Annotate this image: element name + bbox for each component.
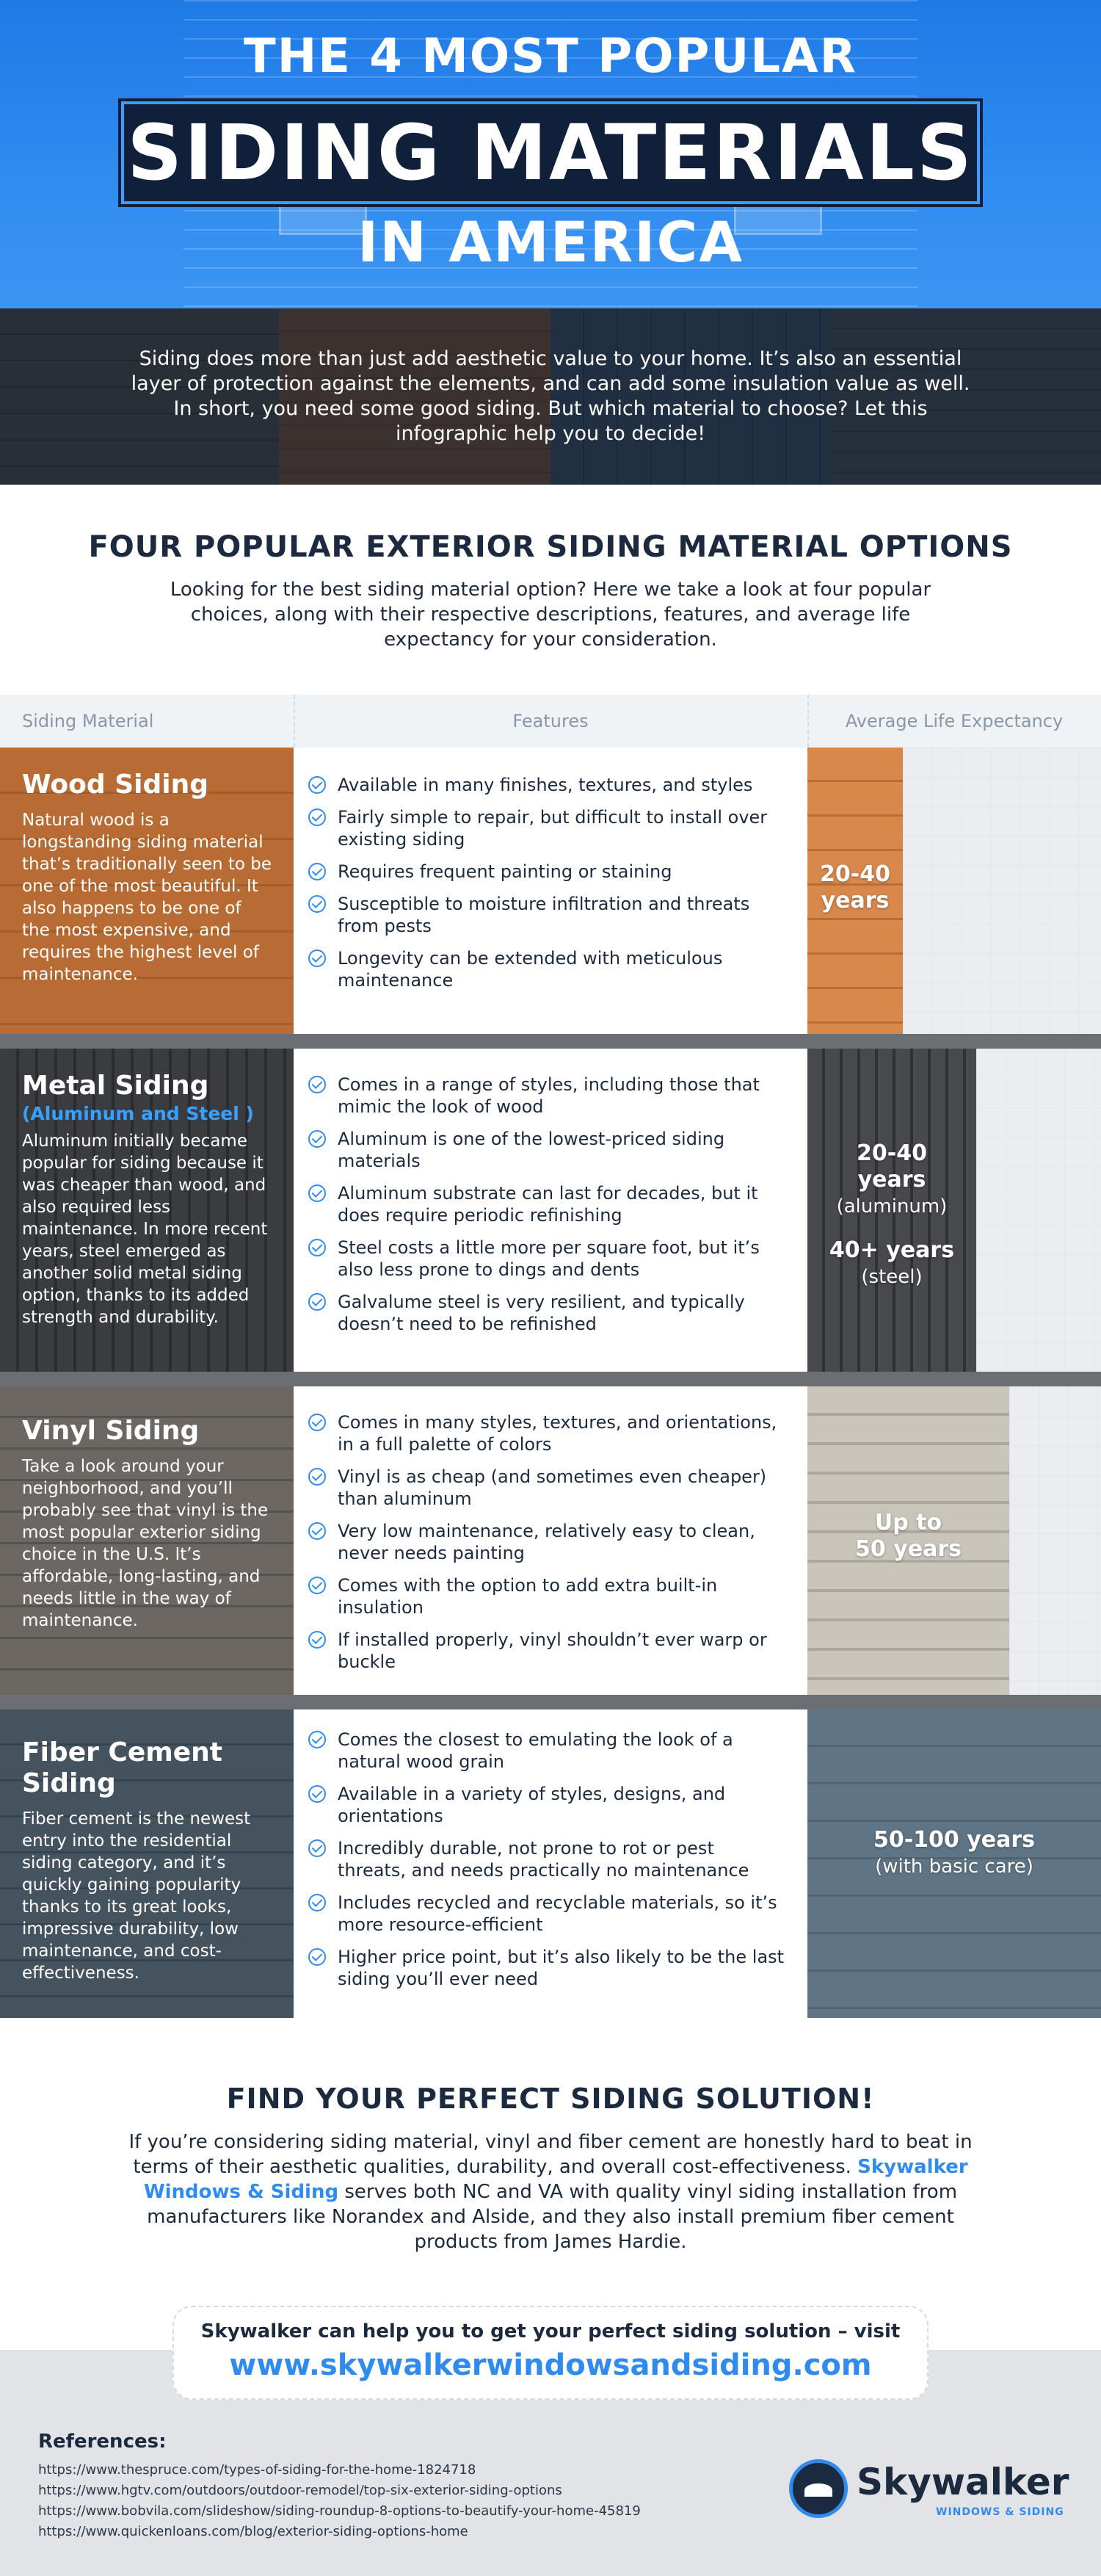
hero-title-line-2: SIDING MATERIALS xyxy=(127,108,974,198)
feature-item: Fairly simple to repair, but difficult to install over existing siding xyxy=(308,806,785,850)
material-title: Metal Siding xyxy=(22,1071,209,1101)
features-list xyxy=(308,1729,785,1990)
header-life-expectancy: Average Life Expectancy xyxy=(845,711,1064,731)
feature-item: Comes in many styles, textures, and orientations, in a full palette of colors xyxy=(308,1411,785,1455)
life-expectancy-cell xyxy=(807,1386,1101,1695)
feature-item: Higher price point, but it’s also likely to be the last siding you’ll ever need xyxy=(308,1946,785,1990)
feature-item: Very low maintenance, relatively easy to clean, never needs painting xyxy=(308,1520,785,1564)
cta-text: If you’re considering siding material, vinyl and fiber cement are honestly hard to beat in terms of their aesthetic qualities, durability, and overall cost-effectiveness. Skywalker Windows & Siding serves both NC and VA with quality vinyl siding installation from manufacturers like Norandex and Alside, and they also install premium fiber cement products from James Hardie. xyxy=(128,2131,973,2253)
row-divider xyxy=(0,1695,1101,1710)
check-icon xyxy=(308,895,326,913)
feature-item: Comes with the option to add extra built-in insulation xyxy=(308,1574,785,1618)
feature-item: Comes the closest to emulating the look of a natural wood grain xyxy=(308,1729,785,1773)
feature-item: Includes recycled and recyclable materials, so it’s more resource-efficient xyxy=(308,1892,785,1936)
material-subtitle: (Aluminum and Steel ) xyxy=(22,1103,254,1124)
features-cell xyxy=(294,1710,807,2018)
material-description: Fiber cement is the newest entry into the residential siding category, and it’s quickly gaining popularity thanks to its great looks, impressive durability, low maintenance, and cost-effectiveness. xyxy=(22,1809,251,1983)
material-title: Wood Siding xyxy=(22,770,208,800)
features-cell xyxy=(294,748,807,1034)
feature-item: If installed properly, vinyl shouldn’t ever warp or buckle xyxy=(308,1629,785,1673)
reference-link[interactable]: https://www.hgtv.com/outdoors/outdoor-remodel/top-six-exterior-siding-options xyxy=(38,2483,562,2498)
check-icon xyxy=(308,1076,326,1093)
material-title: Fiber Cement Siding xyxy=(22,1737,223,1798)
brand-link[interactable]: Skywalker Windows & Siding xyxy=(143,2156,968,2203)
table-row-wood xyxy=(0,748,1101,1034)
column-divider xyxy=(294,695,295,748)
material-description: Take a look around your neighborhood, and you’ll probably see that vinyl is the most popular exterior siding choice in the U.S. It’s affordable, long-lasting, and needs little in the way of maintenance. xyxy=(22,1457,269,1630)
material-cell xyxy=(0,1710,294,2018)
check-icon xyxy=(308,863,326,880)
hero-title-line-3: IN AMERICA xyxy=(357,209,744,275)
feature-item: Vinyl is as cheap (and sometimes even cheaper) than aluminum xyxy=(308,1466,785,1510)
reference-link[interactable]: https://www.bobvila.com/slideshow/siding-roundup-8-options-to-beautify-your-home-45819 xyxy=(38,2503,641,2519)
feature-item: Requires frequent painting or staining xyxy=(308,861,785,883)
material-cell xyxy=(0,1386,294,1695)
check-icon xyxy=(308,1894,326,1911)
life-expectancy-value: 20-40 years (aluminum) 40+ years (steel) xyxy=(829,1140,955,1288)
life-expectancy-value: 50-100 years (with basic care) xyxy=(873,1827,1036,1878)
check-icon xyxy=(308,1731,326,1748)
check-icon xyxy=(308,1468,326,1486)
feature-item: Available in a variety of styles, designs, and orientations xyxy=(308,1783,785,1827)
check-icon xyxy=(308,808,326,826)
table-row-vinyl xyxy=(0,1386,1101,1695)
feature-item: Aluminum is one of the lowest-priced siding materials xyxy=(308,1128,785,1172)
hero-title-box xyxy=(121,101,980,204)
check-icon xyxy=(308,1184,326,1202)
check-icon xyxy=(308,1130,326,1148)
intro-text: Siding does more than just add aesthetic value to your home. It’s also an essential layer of protection against the elements, and can add some insulation value as well. In short, you need some good siding. But which material to choose? Let this infographic help you to decide! xyxy=(131,347,970,445)
header-features: Features xyxy=(512,711,589,731)
feature-item: Galvalume steel is very resilient, and typically doesn’t need to be refinished xyxy=(308,1291,785,1335)
check-icon xyxy=(308,1577,326,1594)
hero-title-line-1: THE 4 MOST POPULAR xyxy=(244,29,857,84)
check-icon xyxy=(308,1293,326,1311)
check-icon xyxy=(308,949,326,967)
check-icon xyxy=(308,1948,326,1966)
feature-item: Longevity can be extended with meticulous maintenance xyxy=(308,947,785,991)
check-icon xyxy=(308,1414,326,1431)
material-cell xyxy=(0,1049,294,1372)
section-subtitle: Looking for the best siding material option? Here we take a look at four popular choices, along with their respective descriptions, features, and average life expectancy for your consideration. xyxy=(170,579,931,651)
life-expectancy-value: 20-40 years xyxy=(820,861,890,913)
material-title: Vinyl Siding xyxy=(22,1416,200,1446)
references-list xyxy=(38,2460,641,2542)
header-siding-material: Siding Material xyxy=(22,711,154,731)
background-panel xyxy=(976,1049,1101,1372)
check-icon xyxy=(308,1839,326,1857)
background-panel xyxy=(1009,1386,1101,1695)
check-icon xyxy=(308,1239,326,1256)
table-row-metal xyxy=(0,1049,1101,1372)
section-title: FOUR POPULAR EXTERIOR SIDING MATERIAL OPTIONS xyxy=(88,530,1013,564)
feature-item: Susceptible to moisture infiltration and threats from pests xyxy=(308,893,785,937)
check-icon xyxy=(308,776,326,794)
intro-band xyxy=(0,308,1101,485)
skywalker-logo xyxy=(789,2456,1068,2522)
check-icon xyxy=(308,1631,326,1649)
features-cell xyxy=(294,1049,807,1372)
row-divider xyxy=(0,1372,1101,1386)
features-list xyxy=(308,1074,785,1335)
feature-item: Comes in a range of styles, including those that mimic the look of wood xyxy=(308,1074,785,1118)
reference-link[interactable]: https://www.quickenloans.com/blog/exterior-siding-options-home xyxy=(38,2524,468,2539)
material-cell xyxy=(0,748,294,1034)
features-list xyxy=(308,774,785,991)
feature-item: Available in many finishes, textures, and styles xyxy=(308,774,785,796)
material-description: Aluminum initially became popular for siding because it was cheaper than wood, and also required less maintenance. In more recent years, steel emerged as another solid metal siding option, thanks to its added strength and durability. xyxy=(22,1132,268,1327)
table-header xyxy=(0,695,1101,748)
logo-tagline: WINDOWS & SIDING xyxy=(936,2506,1064,2518)
check-icon xyxy=(308,1522,326,1540)
feature-item: Aluminum substrate can last for decades, but it does require periodic refinishing xyxy=(308,1182,785,1226)
feature-item: Incredibly durable, not prone to rot or pest threats, and needs practically no maintenance xyxy=(308,1837,785,1881)
background-panel xyxy=(903,748,1101,1034)
column-divider xyxy=(807,695,809,748)
logo-name: Skywalker xyxy=(857,2461,1069,2503)
cta-title: FIND YOUR PERFECT SIDING SOLUTION! xyxy=(226,2083,875,2115)
check-icon xyxy=(308,1785,326,1803)
features-list xyxy=(308,1411,785,1673)
life-expectancy-cell xyxy=(807,748,1101,1034)
features-cell xyxy=(294,1386,807,1695)
row-divider xyxy=(0,1034,1101,1049)
visit-text: Skywalker can help you to get your perfect siding solution – visit xyxy=(200,2320,901,2342)
logo-mark-icon xyxy=(789,2459,848,2518)
feature-item: Steel costs a little more per square foot, but it’s also less prone to dings and dents xyxy=(308,1237,785,1281)
visit-callout xyxy=(172,2306,929,2400)
life-expectancy-cell xyxy=(807,1710,1101,2018)
reference-link[interactable]: https://www.thespruce.com/types-of-siding-for-the-home-1824718 xyxy=(38,2462,476,2478)
life-expectancy-cell xyxy=(807,1049,1101,1372)
references-title: References: xyxy=(38,2431,167,2453)
life-expectancy-value: Up to 50 years xyxy=(855,1510,962,1562)
hero-banner xyxy=(0,0,1101,308)
website-link[interactable]: www.skywalkerwindowsandsiding.com xyxy=(229,2348,872,2382)
table-row-fiber-cement xyxy=(0,1710,1101,2018)
material-description: Natural wood is a longstanding siding material that’s traditionally seen to be one of the most beautiful. It also happens to be one of the most expensive, and requires the highest level of maintenance. xyxy=(22,811,272,984)
